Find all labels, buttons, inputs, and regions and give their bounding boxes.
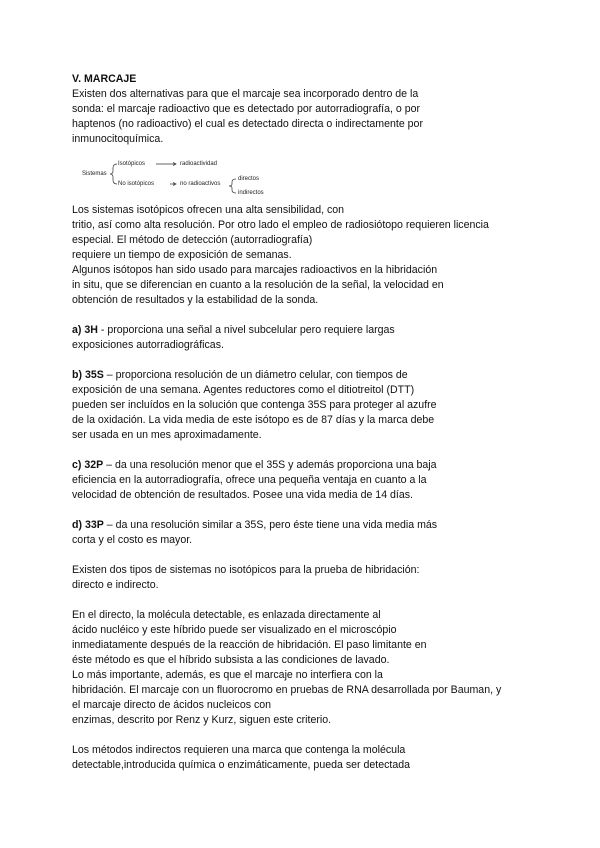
paragraph-line: Los métodos indirectos requieren una marca que contenga la molécula [72, 744, 406, 756]
isotope-label: b) 35S [72, 369, 104, 381]
classification-diagram [72, 151, 552, 195]
section-heading: V. MARCAJE [72, 73, 137, 85]
paragraph-line: especial. El método de detección (autorradiografía) [72, 234, 313, 246]
paragraph-line: de la oxidación. La vida media de este isótopo es de 87 días y la marca debe [72, 414, 435, 426]
paragraph-line: exposición de una semana. Agentes reductores como el ditiotreitol (DTT) [72, 384, 415, 396]
isotope-label: c) 32P [72, 459, 104, 471]
paragraph-line: eficiencia en la autorradiografía, ofrece una pequeña ventaja en cuanto a la [72, 474, 427, 486]
paragraph-line: éste método es que el híbrido subsista a las condiciones de lavado. [72, 654, 390, 666]
paragraph-line: obtención de resultados y la estabilidad de la sonda. [72, 294, 319, 306]
paragraph-line: ácido nucléico y este híbrido puede ser visualizado en el microscópio [72, 624, 397, 636]
paragraph-line: velocidad de obtención de resultados. Posee una vida media de 14 días. [72, 489, 414, 501]
isotope-item-3h: a) 3H - proporciona una señal a nivel subcelular pero requiere largas [72, 324, 395, 336]
paragraph-line: pueden ser incluídos en la solución que contenga 35S para proteger al azufre [72, 399, 437, 411]
isotope-item-35s: b) 35S – proporciona resolución de un diámetro celular, con tiempos de [72, 369, 408, 381]
paragraph-line: hibridación. El marcaje con un fluorocromo en pruebas de RNA desarrollada por Bauman, y [72, 684, 502, 696]
isotope-item-32p: c) 32P – da una resolución menor que el 35S y además proporciona una baja [72, 459, 437, 471]
paragraph-line: requiere un tiempo de exposición de semanas. [72, 249, 292, 261]
diagram-radio-label: radioactividad [180, 161, 218, 167]
paragraph-line: Existen dos tipos de sistemas no isotópicos para la prueba de hibridación: [72, 564, 420, 576]
paragraph-line: inmediatamente después de la reacción de hibridación. El paso limitante en [72, 639, 427, 651]
paragraph-line: detectable,introducida química o enzimáticamente, pueda ser detectada [72, 759, 411, 771]
paragraph-line: corta y el costo es mayor. [72, 534, 193, 546]
paragraph-line: enzimas, descrito por Renz y Kurz, siguen este criterio. [72, 714, 332, 726]
intro-line: sonda: el marcaje radioactivo que es detectado por autorradiografía, o por [72, 103, 421, 115]
diagram-direct-label: directos [238, 176, 260, 182]
paragraph-line: ser usada en un mes aproximadamente. [72, 429, 262, 441]
paragraph-line: Algunos isótopos han sido usado para marcajes radioactivos en la hibridación [72, 264, 438, 276]
diagram-nonradio-label: no radioactivos [180, 181, 221, 187]
paragraph-line: exposiciones autorradiográficas. [72, 339, 224, 351]
paragraph-line: tritio, así como alta resolución. Por otro lado el empleo de radiosiótopo requieren licencia [72, 219, 489, 231]
paragraph-line: directo e indirecto. [72, 579, 159, 591]
paragraph-line: Lo más importante, además, es que el marcaje no interfiera con la [72, 669, 383, 681]
diagram-root-label: Sistemas [82, 171, 107, 177]
isotope-item-33p: d) 33P – da una resolución similar a 35S, pero éste tiene una vida media más [72, 519, 438, 531]
diagram-isotopic-label: Isotópicos [118, 161, 146, 167]
intro-line: Existen dos alternativas para que el marcaje sea incorporado dentro de la [72, 88, 419, 100]
document-body [72, 72, 552, 773]
diagram-indirect-label: indirectos [238, 190, 264, 196]
isotope-label: a) 3H [72, 324, 98, 336]
intro-line: inmunocitoquímica. [72, 133, 164, 145]
diagram-nonisotopic-label: No isotópicos [118, 181, 155, 187]
paragraph-line: En el directo, la molécula detectable, es enlazada directamente al [72, 609, 381, 621]
paragraph-line: in situ, que se diferencian en cuanto a la resolución de la señal, la velocidad en [72, 279, 444, 291]
isotope-label: d) 33P [72, 519, 104, 531]
intro-line: haptenos (no radioactivo) el cual es detectado directa o indirectamente por [72, 118, 423, 130]
paragraph-line: el marcaje directo de ácidos nucleicos con [72, 699, 272, 711]
paragraph-line: Los sistemas isotópicos ofrecen una alta sensibilidad, con [72, 204, 345, 216]
